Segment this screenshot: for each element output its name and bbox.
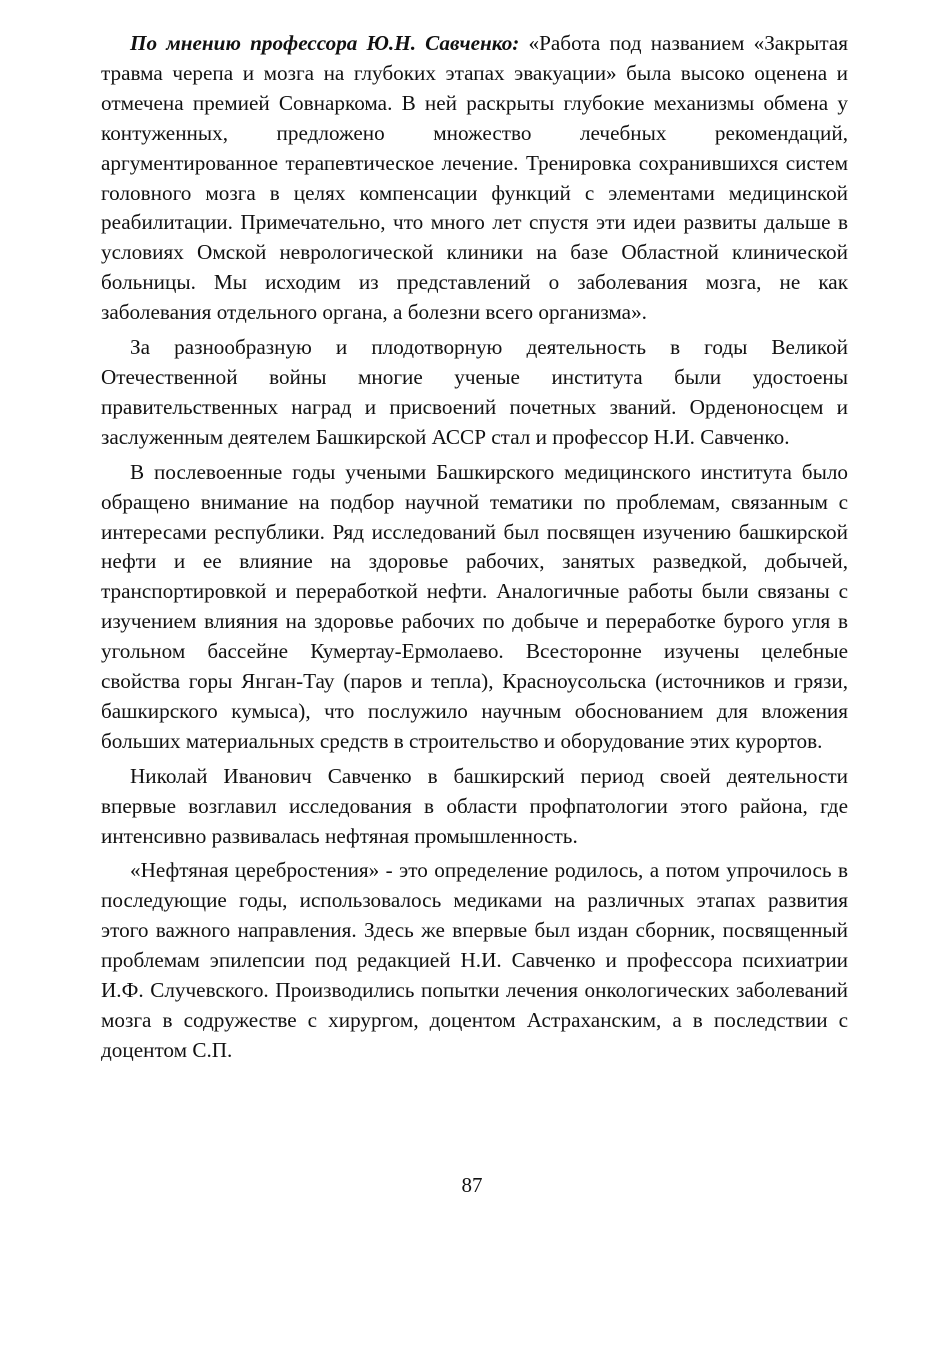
paragraph-2: За разнообразную и плодотворную деятельность в годы Великой Отечественной войны многие ученые института были удостоены правительственных наград и присвоений почетных званий. Орденоносцем и заслуженным деятелем Башкирской АССР стал и профессор Н.И. Савченко. — [101, 335, 848, 449]
body-text — [101, 29, 848, 1066]
paragraph-5: «Нефтяная церебростения» - это определение родилось, а потом упрочилось в последующие годы, использовалось медиками на различных этапах развития этого важного направления. Здесь же впервые был издан сборник, посвященный проблемам эпилепсии под редакцией Н.И. Савченко и профессора психиатрии И.Ф. Случевского. Производились попытки лечения онкологических заболеваний мозга в содружестве с хирургом, доцентом Астраханским, а в последствии с доцентом С.П. — [101, 858, 848, 1062]
paragraph-1 — [101, 29, 848, 328]
paragraph-4: Николай Иванович Савченко в башкирский период своей деятельности впервые возглавил исследования в области профпатологии этого района, где интенсивно развивалась нефтяная промышленность. — [101, 763, 848, 848]
paragraph-1-lead: По мнению профессора Ю.Н. Савченко: — [130, 31, 520, 55]
paragraph-1-text: «Работа под названием «Закрытая травма черепа и мозга на глубоких этапах эвакуации» была высоко оценена и отмечена премией Совнаркома. В ней раскрыты глубокие механизмы обмена у контуженных, предложено множество лечебных рекомендаций, аргументированное терапевтическое лечение. Тренировка сохранившихся систем головного мозга в целях компенсации функций с элементами медицинской реабилитации. Примечательно, что много лет спустя эти идеи развиты дальше в условиях Омской неврологической клиники на базе Областной клинической больницы. Мы исходим из представлений о заболевания мозга, не как заболевания отдельного органа, а болезни всего организма». — [101, 31, 848, 325]
paragraph-3: В послевоенные годы учеными Башкирского медицинского института было обращено внимание на подбор научной тематики по проблемам, связанным с интересами республики. Ряд исследований был посвящен изучению башкирской нефти и ее влияние на здоровье рабочих, занятых разведкой, добычей, транспортировкой и переработкой нефти. Аналогичные работы были связаны с изучением влияния на здоровье рабочих по добыче и переработке бурого угля в угольном бассейне Кумертау-Ермолаево. Всесторонне изучены целебные свойства горы Янган-Тау (паров и тепла), Красноусольска (источников и грязи, башкирского кумыса), что послужило научным обоснованием для вложения больших материальных средств в строительство и оборудование этих курортов. — [101, 459, 848, 753]
page-number: 87 — [461, 1173, 483, 1197]
